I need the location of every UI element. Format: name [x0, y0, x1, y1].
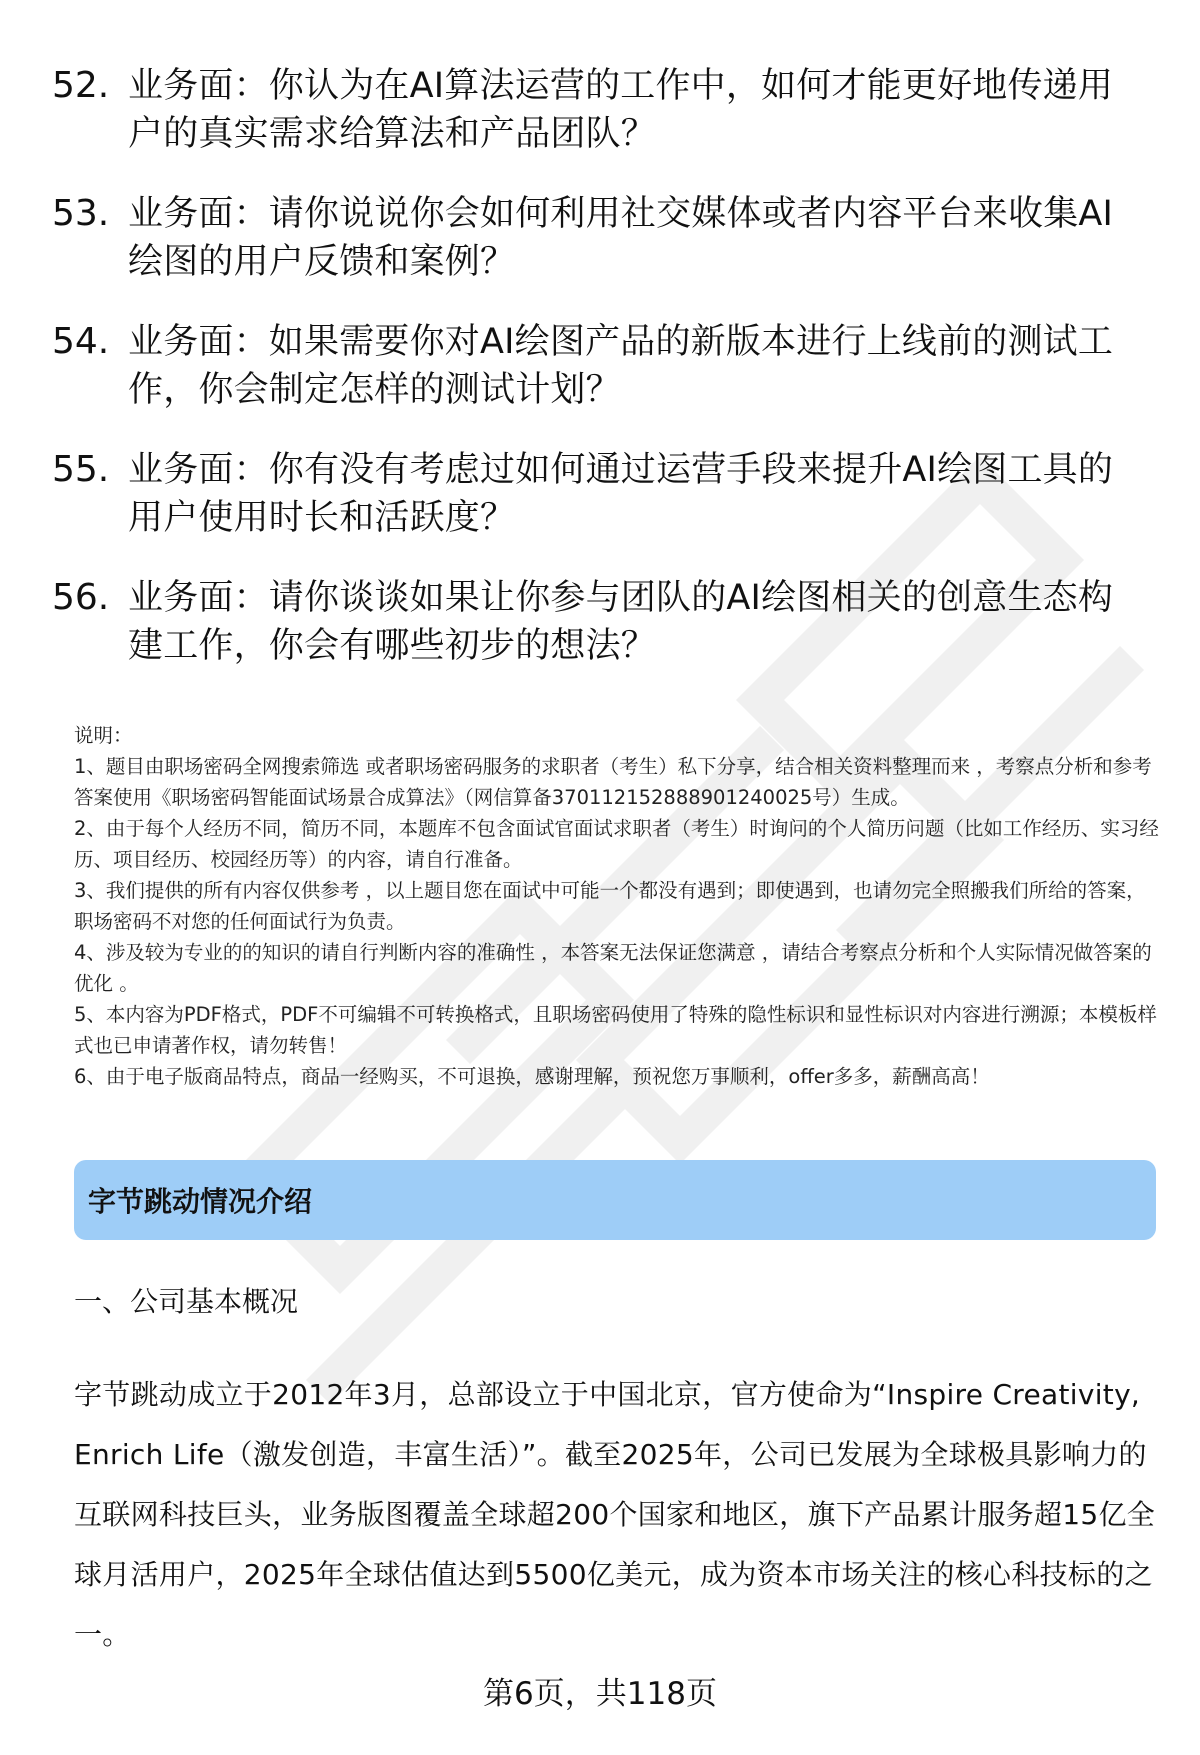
- page-number-footer: 第6页，共118页: [483, 1676, 717, 1712]
- note-item-6: 6、由于电子版商品特点，商品一经购买，不可退换，感谢理解，预祝您万事顺利，offer多多，薪酬高高！: [74, 1065, 990, 1088]
- section-subheading: 一、公司基本概况: [74, 1285, 299, 1318]
- section-header-bar: [74, 1160, 1156, 1240]
- question-item-56: [52, 574, 1142, 670]
- note-item-4: 4、涉及较为专业的的知识的请自行判断内容的准确性 ，本答案无法保证您满意 ，请结合考察点分析和个人实际情况做答案的优化 。: [74, 941, 1152, 995]
- question-text: 业务面：你认为在AI算法运营的工作中，如何才能更好地传递用户的真实需求给算法和产品团队？: [128, 66, 1114, 154]
- question-list: [52, 62, 1142, 702]
- note-item-5: 5、本内容为PDF格式，PDF不可编辑不可转换格式，且职场密码使用了特殊的隐性标识和显性标识对内容进行溯源；本模板样式也已申请著作权，请勿转售！: [74, 1003, 1157, 1057]
- question-text: 业务面：请你谈谈如果让你参与团队的AI绘图相关的创意生态构建工作，你会有哪些初步的想法？: [128, 578, 1114, 666]
- company-overview-paragraph: 字节跳动成立于2012年3月，总部设立于中国北京，官方使命为“Inspire Creativity, Enrich Life（激发创造，丰富生活）”。截至2025年，公司已发展为全球极具影响力的互联网科技巨头，业务版图覆盖全球超200个国家和地区，旗下产品累计服务超15亿全球月活用户，2025年全球估值达到5500亿美元，成为资本市场关注的核心科技标的之一。: [74, 1378, 1156, 1651]
- question-item-52: [52, 62, 1142, 158]
- notes-title: 说明：: [74, 724, 133, 747]
- question-item-54: [52, 318, 1142, 414]
- question-text: 业务面：如果需要你对AI绘图产品的新版本进行上线前的测试工作，你会制定怎样的测试计划？: [128, 322, 1114, 410]
- notes-block: [74, 720, 1164, 1092]
- question-number: 52.: [52, 65, 110, 106]
- question-text: 业务面：你有没有考虑过如何通过运营手段来提升AI绘图工具的用户使用时长和活跃度？: [128, 450, 1114, 538]
- note-item-2: 2、由于每个人经历不同，简历不同，本题库不包含面试官面试求职者（考生）时询问的个人简历问题（比如工作经历、实习经历、项目经历、校园经历等）的内容，请自行准备。: [74, 817, 1159, 871]
- question-number: 53.: [52, 193, 110, 234]
- question-item-53: [52, 190, 1142, 286]
- note-item-1: 1、题目由职场密码全网搜索筛选 或者职场密码服务的求职者（考生）私下分享，结合相关资料整理而来 ，考察点分析和参考答案使用《职场密码智能面试场景合成算法》（网信算备370112152888901240025号）生成。: [74, 755, 1152, 809]
- question-number: 54.: [52, 321, 110, 362]
- section-title: 字节跳动情况介绍: [88, 1185, 313, 1218]
- question-item-55: [52, 446, 1142, 542]
- question-number: 56.: [52, 577, 110, 618]
- question-number: 55.: [52, 449, 110, 490]
- note-item-3: 3、我们提供的所有内容仅供参考 ，以上题目您在面试中可能一个都没有遇到；即使遇到，也请勿完全照搬我们所给的答案，职场密码不对您的任何面试行为负责。: [74, 879, 1146, 933]
- question-text: 业务面：请你说说你会如何利用社交媒体或者内容平台来收集AI绘图的用户反馈和案例？: [128, 194, 1114, 282]
